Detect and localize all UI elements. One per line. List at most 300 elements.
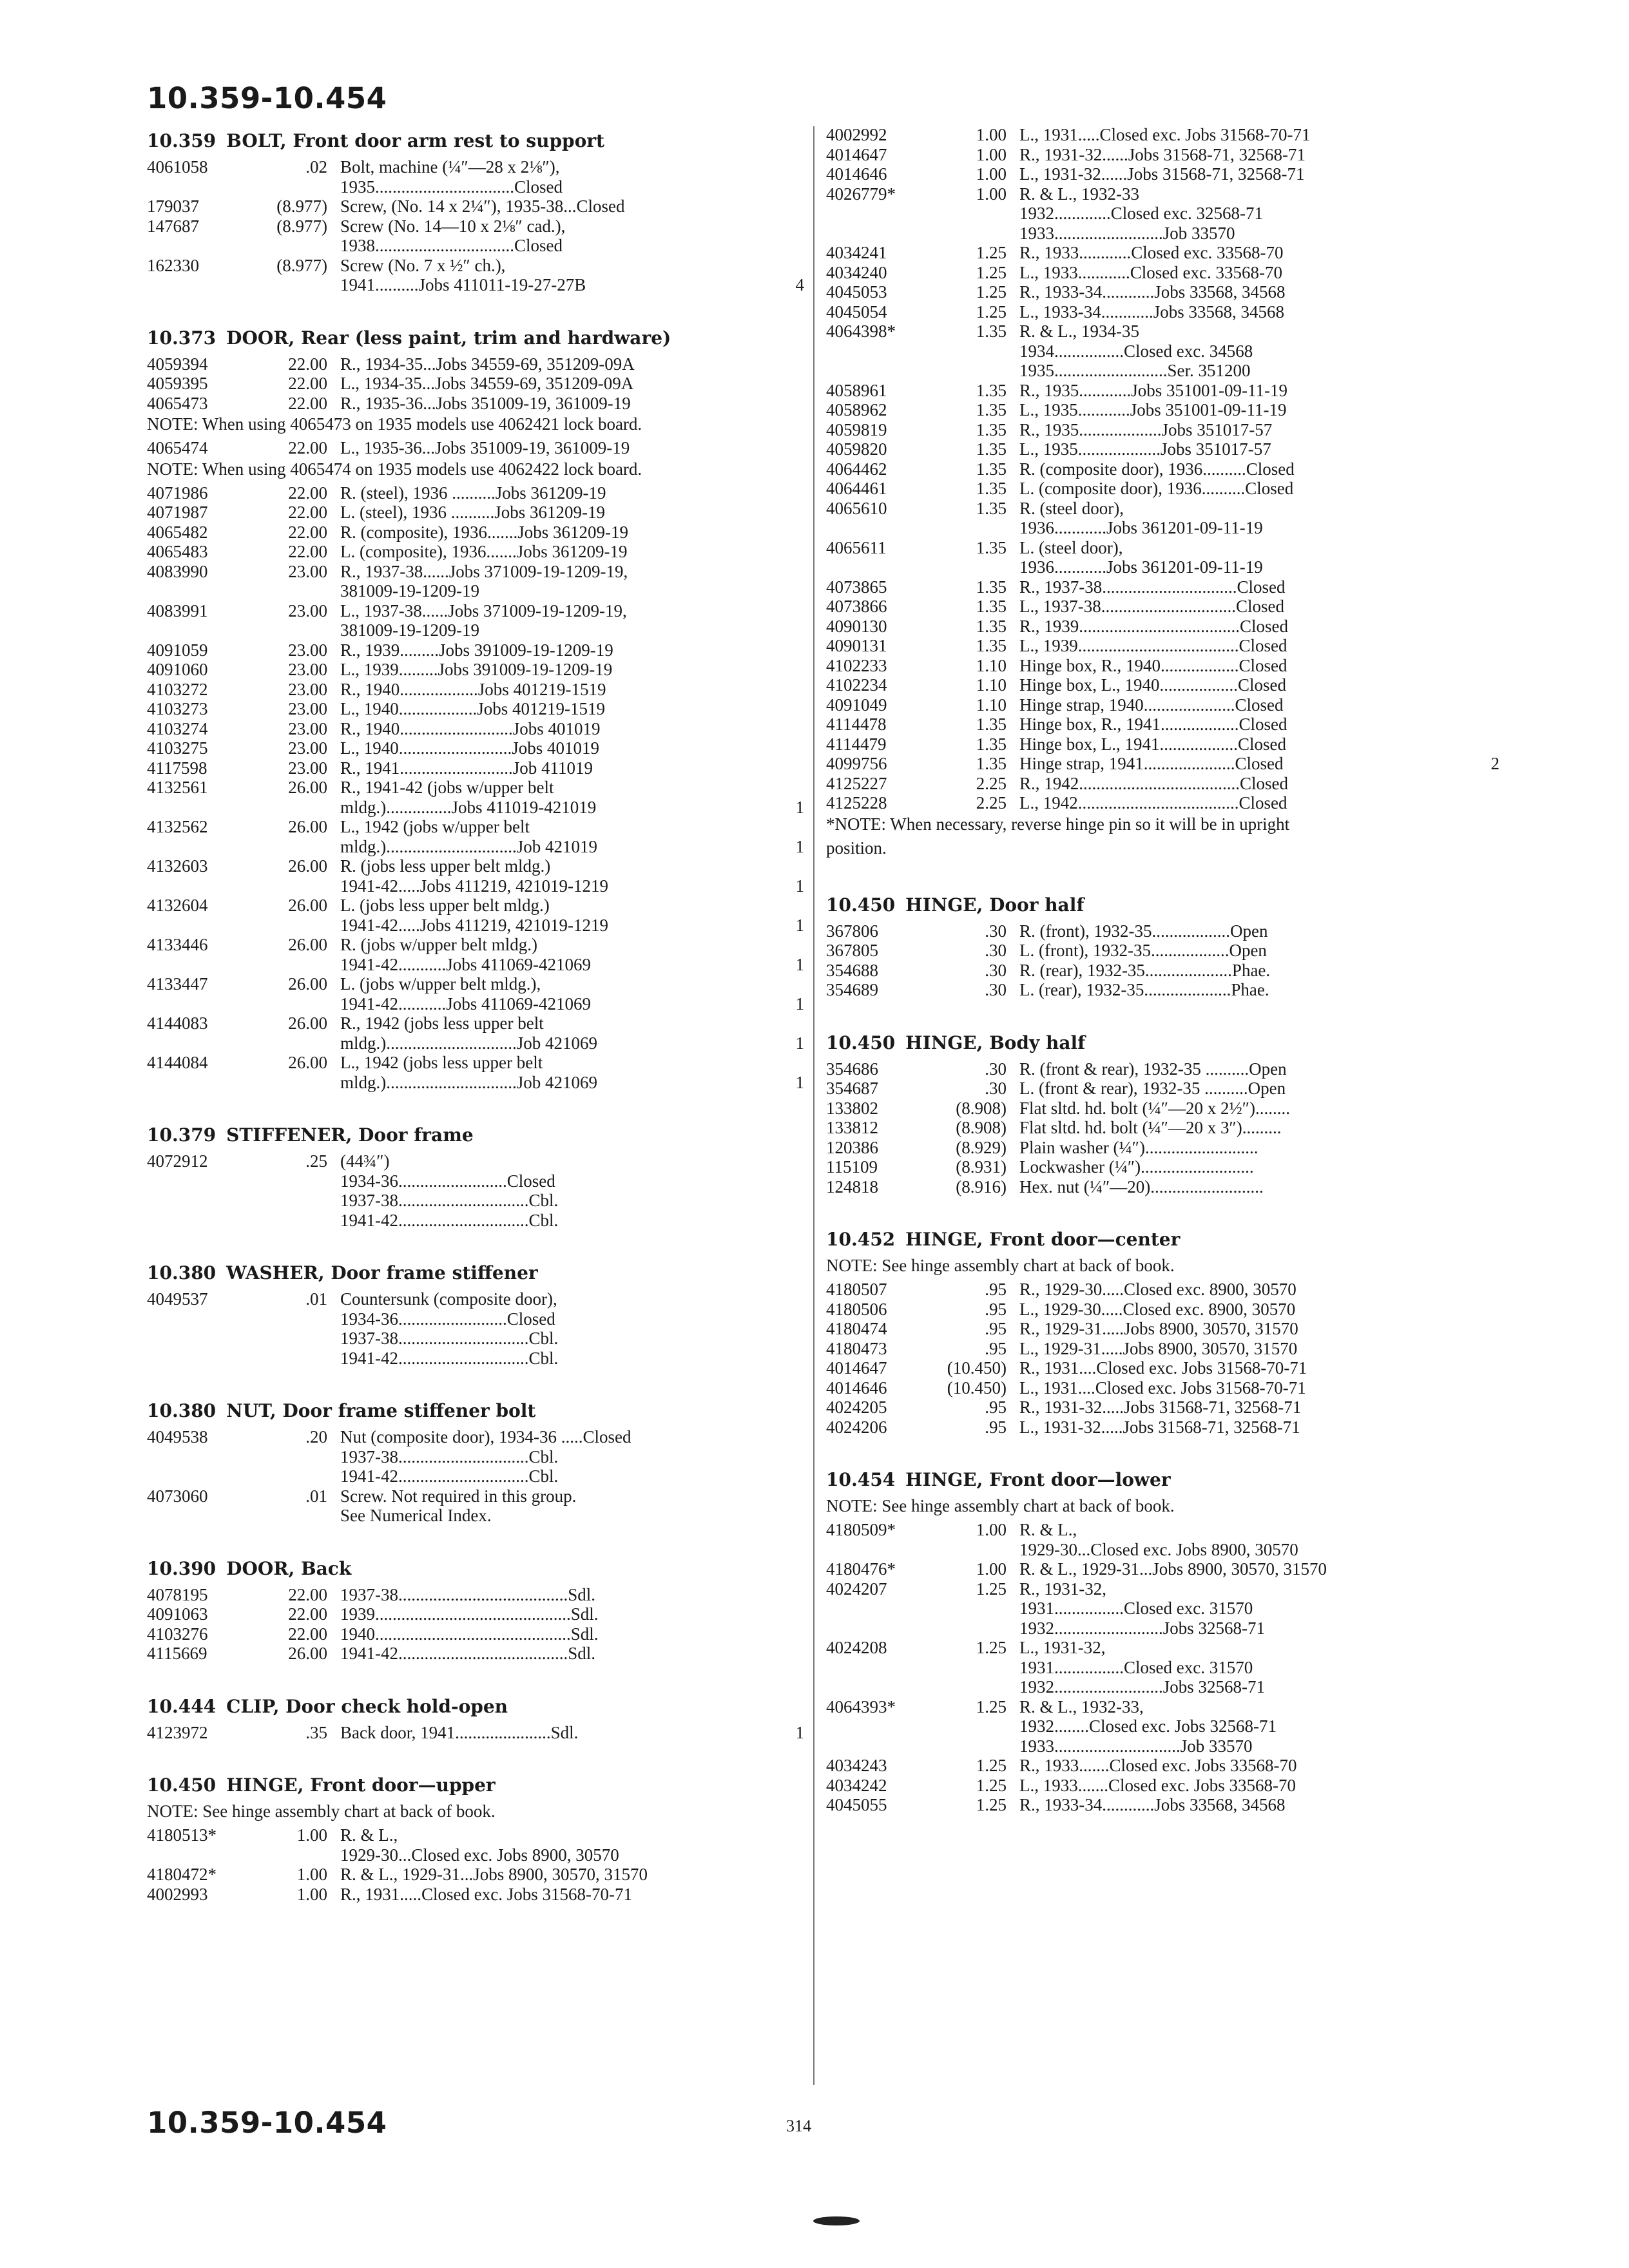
parts-row	[826, 1540, 1499, 1560]
part-quantity	[1474, 282, 1499, 302]
part-price: 23.00	[288, 758, 327, 778]
part-description: R., 1933............Closed exc. 33568-70	[1019, 243, 1284, 262]
part-description: 1941-42.......................................Sdl.	[340, 1644, 596, 1663]
part-number: 4026779*	[826, 184, 896, 204]
part-price	[253, 581, 340, 601]
part-price: 1.10	[976, 675, 1007, 695]
part-number: 4125228	[826, 793, 887, 812]
parts-row	[826, 184, 1499, 204]
part-description: 1929-30...Closed exc. Jobs 8900, 30570	[340, 1845, 619, 1865]
parts-row	[147, 1604, 804, 1624]
part-description: 1934-36.........................Closed	[340, 1171, 555, 1191]
part-number: 4024208	[826, 1638, 887, 1657]
part-quantity	[778, 778, 804, 798]
part-number: 367806	[826, 921, 878, 941]
section-note: NOTE: When using 4065474 on 1935 models use 4062422 lock board.	[147, 459, 642, 479]
part-quantity	[1474, 1776, 1499, 1796]
part-quantity: 1	[795, 915, 804, 935]
part-price	[253, 1211, 340, 1231]
parts-row	[826, 125, 1499, 145]
part-number: 4064461	[826, 479, 887, 498]
part-price	[253, 994, 340, 1014]
part-description: See Numerical Index.	[340, 1506, 492, 1525]
parts-row	[826, 1099, 1499, 1119]
page-range-header: 10.359-10.454	[147, 81, 387, 115]
section-heading	[147, 1696, 804, 1718]
part-number: 4034240	[826, 262, 887, 282]
parts-row	[147, 1171, 804, 1191]
part-number: 4059820	[826, 439, 887, 459]
parts-row	[826, 1795, 1499, 1815]
part-price: (8.977)	[276, 216, 327, 236]
parts-row	[826, 1716, 1499, 1736]
part-quantity	[778, 1053, 804, 1073]
section-spacer	[826, 1437, 1499, 1465]
part-description: L., 1929-30.....Closed exc. 8900, 30570	[1019, 1299, 1296, 1319]
part-description: Back door, 1941......................Sdl.	[340, 1722, 579, 1742]
part-quantity	[1474, 1157, 1499, 1177]
section-title: NUT, Door frame stiffener bolt	[226, 1400, 536, 1421]
parts-row	[826, 420, 1499, 440]
part-description: L., 1942 (jobs less upper belt	[340, 1053, 543, 1072]
parts-row	[826, 204, 1499, 224]
part-description: L., 1942.....................................Closed	[1019, 793, 1287, 812]
part-number: 4117598	[147, 758, 207, 778]
part-number: 4073060	[147, 1486, 208, 1506]
parts-row	[147, 1349, 804, 1369]
part-number: 4180473	[826, 1338, 887, 1358]
part-description: L. (steel door),	[1019, 537, 1123, 557]
parts-row	[826, 538, 1499, 558]
part-price: 1.25	[976, 243, 1007, 262]
part-quantity	[1474, 636, 1499, 656]
part-quantity	[1474, 1599, 1499, 1619]
part-price	[932, 1716, 1019, 1736]
part-description: 1932.............Closed exc. 32568-71	[1019, 204, 1263, 223]
parts-row	[826, 1079, 1499, 1099]
part-price	[253, 955, 340, 975]
parts-row	[826, 1398, 1499, 1418]
part-description: L., 1931-32.....Jobs 31568-71, 32568-71	[1019, 1417, 1300, 1437]
part-number: 4103274	[147, 718, 208, 738]
parts-row	[826, 145, 1499, 165]
part-price	[932, 518, 1019, 538]
part-price: 1.00	[976, 144, 1007, 164]
part-quantity	[1474, 1339, 1499, 1359]
part-description: R., 1937-38...............................Closed	[1019, 577, 1286, 597]
parts-row	[826, 400, 1499, 420]
parts-row	[147, 581, 804, 601]
section-spacer	[147, 1230, 804, 1258]
right-column	[826, 125, 1499, 1815]
part-number: 4072912	[147, 1151, 208, 1171]
part-number: 4002993	[147, 1884, 208, 1904]
part-number: 4133447	[147, 974, 208, 994]
part-price: .30	[985, 1079, 1007, 1098]
section-number: 10.380	[147, 1262, 217, 1283]
part-description: L. (composite), 1936.......Jobs 361209-19	[340, 542, 628, 561]
part-number: 4045053	[826, 282, 887, 302]
part-description: R., 1929-30.....Closed exc. 8900, 30570	[1019, 1280, 1296, 1299]
part-number: 4102233	[826, 655, 887, 675]
section-heading	[147, 1558, 804, 1580]
parts-row	[826, 439, 1499, 459]
part-quantity	[778, 157, 804, 177]
part-quantity	[1474, 1756, 1499, 1776]
section-spacer	[147, 1742, 804, 1771]
part-price: (8.908)	[956, 1098, 1007, 1118]
part-number: 147687	[147, 216, 199, 236]
part-quantity	[778, 581, 804, 601]
parts-row	[826, 636, 1499, 656]
part-price: .20	[305, 1427, 327, 1446]
part-description: 1931................Closed exc. 31570	[1019, 1599, 1253, 1618]
part-number	[826, 204, 932, 224]
parts-row	[147, 1885, 804, 1905]
part-description: Screw. Not required in this group.	[340, 1486, 577, 1506]
part-quantity	[1474, 1697, 1499, 1717]
part-description: Lockwasher (¼″)..........................	[1019, 1157, 1254, 1177]
part-number: 4083990	[147, 561, 208, 581]
part-quantity	[1474, 597, 1499, 617]
part-number	[826, 1736, 932, 1756]
part-description: L., 1933............Closed exc. 33568-70	[1019, 262, 1282, 282]
parts-row	[147, 1151, 804, 1171]
parts-row	[147, 177, 804, 197]
parts-row	[826, 921, 1499, 941]
parts-row	[826, 1358, 1499, 1378]
part-price: 1.35	[976, 459, 1007, 479]
part-price	[932, 224, 1019, 244]
parts-row	[826, 1418, 1499, 1437]
part-price: 23.00	[288, 601, 327, 620]
part-price: 23.00	[288, 660, 327, 679]
part-description: 1935................................Closed	[340, 177, 563, 197]
part-quantity	[1474, 577, 1499, 597]
part-price: .30	[985, 1059, 1007, 1079]
part-description: 1941-42..............................Cbl.	[340, 1348, 559, 1368]
part-number: 124818	[826, 1177, 878, 1196]
part-description: mldg.)..............................Job 421069	[340, 1033, 598, 1053]
part-number	[826, 1658, 932, 1678]
part-number	[147, 1506, 253, 1526]
part-number: 4071986	[147, 483, 208, 503]
part-quantity	[778, 817, 804, 837]
part-description: R., 1940..........................Jobs 401019	[340, 718, 601, 738]
part-quantity: 4	[795, 275, 804, 294]
part-price: 1.25	[976, 1756, 1007, 1775]
part-price: 1.35	[976, 734, 1007, 754]
part-number: 4049537	[147, 1289, 208, 1309]
part-quantity	[1474, 1358, 1499, 1378]
part-quantity	[778, 1845, 804, 1865]
part-description: Screw (No. 7 x ½″ ch.),	[340, 255, 506, 275]
column-divider	[813, 126, 815, 2085]
section-number: 10.454	[826, 1469, 896, 1490]
part-price: 23.00	[288, 561, 327, 581]
part-quantity	[778, 856, 804, 876]
part-description: Flat sltd. hd. bolt (¼″—20 x 2½″)........	[1019, 1098, 1290, 1118]
parts-row	[147, 935, 804, 955]
part-quantity	[778, 216, 804, 236]
part-number: 115109	[826, 1157, 878, 1177]
parts-row	[147, 1447, 804, 1467]
parts-row	[826, 263, 1499, 283]
section-number: 10.444	[147, 1695, 217, 1717]
parts-row	[147, 1865, 804, 1885]
part-quantity	[778, 974, 804, 994]
parts-row	[147, 798, 804, 818]
part-description: 1937-38.......................................Sdl.	[340, 1584, 596, 1604]
part-number: 4059819	[826, 419, 887, 439]
parts-row	[826, 1138, 1499, 1158]
part-number: 4144083	[147, 1014, 208, 1033]
section-heading	[147, 327, 804, 349]
part-description: 1938................................Closed	[340, 236, 563, 255]
section-number: 10.390	[147, 1557, 217, 1579]
part-number: 4059394	[147, 354, 208, 374]
parts-row	[147, 1329, 804, 1349]
section-number: 10.373	[147, 327, 217, 349]
section-title: HINGE, Door half	[905, 894, 1084, 916]
part-quantity	[1474, 1658, 1499, 1678]
parts-row	[826, 980, 1499, 1000]
part-quantity	[778, 1624, 804, 1644]
parts-row	[826, 715, 1499, 735]
part-description: R. (jobs less upper belt mldg.)	[340, 856, 551, 876]
part-quantity	[778, 1191, 804, 1211]
part-price: 26.00	[288, 1014, 327, 1033]
parts-row	[826, 1319, 1499, 1339]
section-number: 10.452	[826, 1229, 896, 1250]
parts-row	[147, 1191, 804, 1211]
part-description: L., 1935-36...Jobs 351009-19, 361009-19	[340, 438, 630, 457]
parts-row	[826, 1677, 1499, 1697]
part-quantity	[1474, 980, 1499, 1000]
part-number	[826, 1599, 932, 1619]
part-price: 1.00	[976, 125, 1007, 144]
part-number	[147, 994, 253, 1014]
part-quantity: 1	[795, 1033, 804, 1053]
parts-row	[147, 955, 804, 975]
part-quantity	[778, 438, 804, 458]
part-number: 120386	[826, 1137, 878, 1157]
part-price: 1.35	[976, 754, 1007, 773]
part-description: L., 1931-32,	[1019, 1638, 1106, 1657]
parts-row	[826, 793, 1499, 813]
part-description: L. (rear), 1932-35....................Phae.	[1019, 980, 1269, 999]
part-quantity	[1474, 1079, 1499, 1099]
part-quantity	[1474, 656, 1499, 676]
part-price: 22.00	[288, 483, 327, 503]
part-quantity	[1474, 341, 1499, 361]
part-price	[253, 837, 340, 857]
part-price: 1.25	[976, 262, 1007, 282]
parts-row	[826, 302, 1499, 322]
part-quantity	[1474, 164, 1499, 184]
part-description: R. (front & rear), 1932-35 ..........Open	[1019, 1059, 1287, 1079]
part-quantity	[1474, 1579, 1499, 1599]
part-description: R. & L.,	[1019, 1520, 1077, 1539]
part-price	[932, 557, 1019, 577]
parts-row	[147, 523, 804, 543]
part-quantity	[1474, 774, 1499, 794]
parts-row	[147, 542, 804, 562]
parts-row	[826, 695, 1499, 715]
part-description: 1939.............................................Sdl.	[340, 1604, 599, 1624]
part-description: 1941-42...........Jobs 411069-421069	[340, 954, 591, 974]
part-description: R. & L., 1934-35	[1019, 322, 1139, 341]
section-number: 10.379	[147, 1124, 217, 1146]
part-quantity	[1474, 184, 1499, 204]
part-number: 4180506	[826, 1299, 887, 1319]
section-number: 10.450	[826, 1032, 896, 1053]
parts-row	[826, 1599, 1499, 1619]
part-price	[253, 1466, 340, 1486]
part-number: 4180507	[826, 1280, 887, 1299]
section-note: NOTE: When using 4065473 on 1935 models use 4062421 lock board.	[147, 414, 642, 434]
part-price	[932, 1599, 1019, 1619]
part-description: R., 1935...................Jobs 351017-57	[1019, 419, 1273, 439]
part-number: 4045054	[826, 302, 887, 322]
section-heading	[147, 1774, 804, 1796]
part-description: R. & L., 1932-33	[1019, 184, 1139, 204]
part-quantity	[1474, 145, 1499, 165]
part-quantity	[1474, 1795, 1499, 1815]
part-price: 23.00	[288, 738, 327, 758]
part-quantity	[778, 896, 804, 916]
section-title: BOLT, Front door arm rest to support	[226, 130, 604, 151]
part-price: (10.450)	[947, 1378, 1007, 1398]
part-quantity	[778, 1865, 804, 1885]
part-price: 1.10	[976, 695, 1007, 715]
part-description: 1932.........................Jobs 32568-71	[1019, 1618, 1266, 1638]
part-price: .25	[305, 1151, 327, 1171]
part-number: 4058962	[826, 400, 887, 419]
part-number	[147, 620, 253, 640]
part-description: 1933.........................Job 33570	[1019, 223, 1235, 243]
part-description: R., 1935............Jobs 351001-09-11-19	[1019, 380, 1287, 400]
parts-row	[826, 381, 1499, 401]
parts-row	[147, 1211, 804, 1231]
part-number: 4065610	[826, 498, 887, 518]
part-quantity	[1474, 1099, 1499, 1119]
parts-row	[147, 1486, 804, 1506]
parts-row	[826, 735, 1499, 754]
part-quantity	[1474, 1398, 1499, 1418]
part-description: R., 1939.....................................Closed	[1019, 616, 1289, 636]
part-number: 354688	[826, 960, 878, 980]
part-number	[147, 1329, 253, 1349]
parts-row	[826, 1756, 1499, 1776]
part-quantity	[1474, 1059, 1499, 1079]
part-price: 23.00	[288, 699, 327, 718]
parts-row	[826, 282, 1499, 302]
part-number: 4099756	[826, 754, 887, 773]
part-quantity	[1474, 1378, 1499, 1398]
part-number: 4064462	[826, 459, 887, 479]
part-price: .01	[305, 1486, 327, 1506]
section-number: 10.359	[147, 130, 217, 151]
part-quantity	[778, 1885, 804, 1905]
parts-row	[147, 1825, 804, 1845]
part-description: L., 1931.....Closed exc. Jobs 31568-70-71	[1019, 125, 1311, 144]
part-price: .30	[985, 921, 1007, 941]
section-title: STIFFENER, Door frame	[226, 1124, 474, 1146]
part-quantity	[1474, 302, 1499, 322]
part-number: 4014647	[826, 144, 887, 164]
part-quantity	[778, 1329, 804, 1349]
part-price: 1.00	[976, 164, 1007, 184]
part-price: (10.450)	[947, 1358, 1007, 1378]
part-description: L. (steel), 1936 ..........Jobs 361209-19	[340, 503, 605, 522]
part-price: .95	[985, 1417, 1007, 1437]
parts-row	[826, 1339, 1499, 1359]
part-quantity	[778, 197, 804, 216]
part-description: L., 1933.......Closed exc. Jobs 33568-70	[1019, 1775, 1296, 1795]
part-quantity	[1474, 1677, 1499, 1697]
part-description: R. & L., 1932-33,	[1019, 1696, 1144, 1716]
part-description: 1932.........................Jobs 32568-71	[1019, 1677, 1266, 1696]
part-quantity	[1474, 1520, 1499, 1540]
part-description: R. & L., 1929-31...Jobs 8900, 30570, 31570	[340, 1865, 648, 1884]
parts-row	[826, 1157, 1499, 1177]
parts-row	[147, 680, 804, 700]
part-quantity	[1474, 400, 1499, 420]
part-quantity	[778, 1151, 804, 1171]
part-price: 1.35	[976, 616, 1007, 636]
part-number: 4014646	[826, 1378, 887, 1398]
part-number	[147, 1349, 253, 1369]
part-price	[253, 798, 340, 818]
section-spacer	[147, 1526, 804, 1554]
part-number: 354689	[826, 980, 878, 999]
part-quantity: 1	[795, 876, 804, 896]
part-description: L. (jobs w/upper belt mldg.),	[340, 974, 541, 994]
part-price: 1.35	[976, 715, 1007, 734]
section-heading	[147, 1124, 804, 1146]
part-quantity	[778, 935, 804, 955]
part-number: 4064398*	[826, 322, 896, 341]
part-quantity	[1474, 224, 1499, 244]
part-number	[147, 955, 253, 975]
part-number: 4090130	[826, 616, 887, 636]
part-quantity	[1474, 361, 1499, 381]
part-number: 4091060	[147, 660, 208, 679]
part-description: Hex. nut (¼″—20)..........................	[1019, 1177, 1264, 1196]
part-quantity	[778, 660, 804, 680]
part-number: 4123972	[147, 1722, 208, 1742]
part-price: 1.35	[976, 597, 1007, 616]
section-title: HINGE, Body half	[905, 1032, 1086, 1053]
part-number	[147, 1466, 253, 1486]
part-number	[826, 518, 932, 538]
part-price: 2.25	[976, 773, 1007, 793]
parts-row	[147, 1053, 804, 1073]
part-description: Screw (No. 14—10 x 2⅛″ cad.),	[340, 216, 566, 236]
part-price: 1.35	[976, 419, 1007, 439]
part-price: 1.25	[976, 282, 1007, 302]
section-heading	[826, 1229, 1499, 1251]
part-number	[147, 581, 253, 601]
part-quantity	[778, 1171, 804, 1191]
part-price: .95	[985, 1398, 1007, 1417]
parts-row	[147, 896, 804, 916]
part-description: 1936............Jobs 361201-09-11-19	[1019, 557, 1263, 577]
part-quantity	[778, 738, 804, 758]
part-price	[932, 1540, 1019, 1560]
section-title: WASHER, Door frame stiffener	[226, 1262, 538, 1283]
